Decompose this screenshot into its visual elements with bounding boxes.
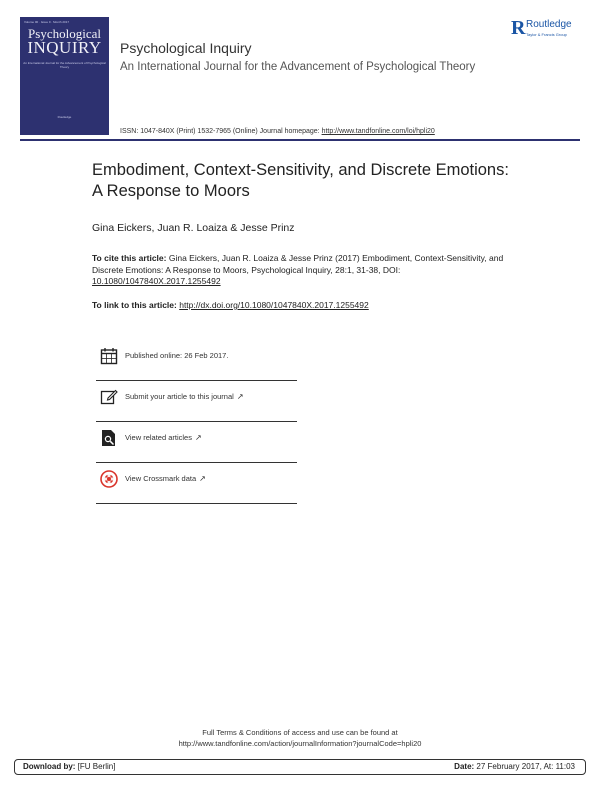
- downloaded-by-value: [FU Berlin]: [75, 762, 116, 771]
- issn-line: [120, 128, 435, 135]
- external-link-icon: ↗: [194, 433, 202, 442]
- cover-title-line1: Psychological: [28, 26, 101, 41]
- journal-title: Psychological Inquiry: [120, 40, 252, 56]
- logo-name: Routledge: [526, 19, 572, 30]
- row-divider: [96, 503, 297, 504]
- related-articles-link[interactable]: View related articles: [125, 433, 192, 442]
- published-date: Published online: 26 Feb 2017.: [125, 351, 229, 360]
- date-value: 27 February 2017, At: 11:03: [474, 762, 575, 771]
- issn-text: ISSN: 1047-840X (Print) 1532-7965 (Online) Journal homepage:: [120, 128, 322, 135]
- citation-doi-link[interactable]: 10.1080/1047840X.2017.1255492: [92, 276, 221, 286]
- journal-cover: [20, 17, 109, 135]
- citation-block: [92, 253, 522, 288]
- external-link-icon: ↗: [236, 392, 244, 401]
- calendar-icon: [100, 347, 118, 365]
- submit-article-row[interactable]: [96, 381, 297, 421]
- routledge-r-icon: R: [511, 17, 526, 39]
- date-label: Date:: [454, 762, 475, 771]
- download-info-bar: [14, 759, 586, 775]
- journal-homepage-link[interactable]: http://www.tandfonline.com/loi/hpli20: [321, 128, 435, 135]
- crossmark-row[interactable]: [96, 463, 297, 503]
- crossmark-link[interactable]: View Crossmark data: [125, 474, 197, 483]
- article-doi-link[interactable]: http://dx.doi.org/10.1080/1047840X.2017.1255492: [179, 300, 369, 310]
- journal-subtitle: An International Journal for the Advancement of Psychological Theory: [120, 61, 476, 73]
- citation-text: Gina Eickers, Juan R. Loaiza & Jesse Prinz (2017) Embodiment, Context-Sensitivity, and Discrete Emotions: A Response to Moors, Psychological Inquiry, 28:1, 31-38, DOI:: [92, 253, 504, 275]
- terms-line: Full Terms & Conditions of access and use can be found at: [202, 728, 398, 737]
- link-label: To link to this article:: [92, 300, 180, 310]
- cover-issue-text: Volume 00 · Issue 0 · Month 2017: [24, 20, 70, 24]
- header-divider: [20, 139, 580, 141]
- logo-tagline: Taylor & Francis Group: [526, 32, 567, 37]
- edit-icon: [100, 388, 118, 406]
- document-search-icon: [100, 429, 118, 447]
- downloaded-by-label: Download by:: [23, 762, 76, 771]
- terms-url-link[interactable]: http://www.tandfonline.com/action/journalInformation?journalCode=hpli20: [178, 739, 422, 748]
- external-link-icon: ↗: [199, 474, 206, 483]
- routledge-logo: [511, 18, 583, 40]
- terms-notice: [0, 727, 600, 749]
- cover-publisher: Routledge: [57, 115, 72, 119]
- link-block: [92, 300, 522, 310]
- cover-title-line2: INQUIRY: [27, 38, 102, 57]
- related-articles-row[interactable]: [96, 422, 297, 462]
- crossmark-icon: [100, 470, 118, 488]
- submit-article-link[interactable]: Submit your article to this journal: [125, 392, 234, 401]
- article-authors: Gina Eickers, Juan R. Loaiza & Jesse Prinz: [92, 222, 295, 234]
- published-row: [96, 340, 297, 380]
- citation-label: To cite this article:: [92, 253, 167, 263]
- article-title: Embodiment, Context-Sensitivity, and Discrete Emotions: A Response to Moors: [92, 161, 509, 200]
- cover-subtitle: An International Journal for the Advancement of Psychological Theory: [23, 61, 106, 69]
